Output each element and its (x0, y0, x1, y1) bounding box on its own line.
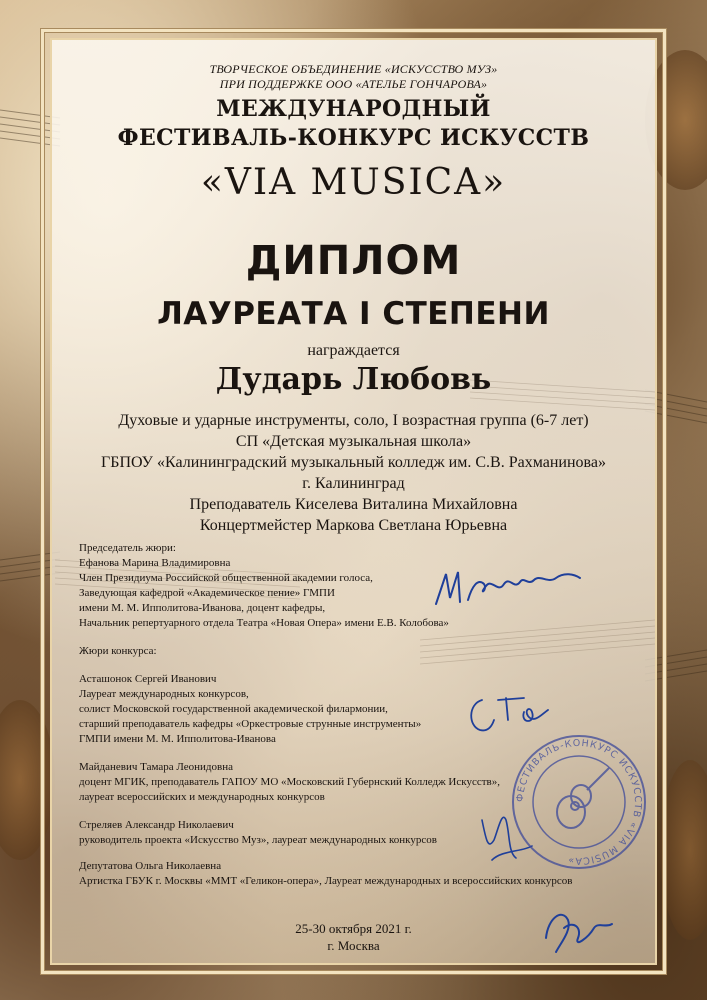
jury-chair-label: Председатель жюри: (79, 542, 176, 554)
jury-member-line: лауреат всероссийских и международных конкурсов (79, 791, 325, 803)
festival-stamp (509, 732, 649, 872)
diploma-title: ДИПЛОМ (245, 238, 462, 284)
detail-school: СП «Детская музыкальная школа» (235, 433, 472, 450)
jury-member-line: доцент МГИК, преподаватель ГАПОУ МО «Московский Губернский Колледж Искусств», (79, 776, 500, 788)
jury-member-line: старший преподаватель кафедры «Оркестровые струнные инструменты» (79, 718, 422, 730)
stamp-text: ФЕСТИВАЛЬ-КОНКУРС ИСКУССТВ «VIA MUSICA» (514, 737, 644, 867)
jury-member-name: Депутатова Ольга Николаевна (79, 860, 222, 872)
festival-name: «VIA MUSICA» (200, 162, 507, 203)
jury-member-line: солист Московской государственной академической филармонии, (79, 703, 388, 715)
jury-chair-line: имени М. М. Ипполитова-Иванова, доцент кафедры, (79, 602, 326, 614)
jury-members-label: Жюри конкурса: (79, 645, 157, 657)
jury-chair-name: Ефанова Марина Владимировна (79, 557, 231, 569)
jury-member-line: Лауреат международных конкурсов, (79, 688, 249, 700)
guitar-icon (557, 768, 609, 828)
detail-city: г. Калининград (302, 475, 405, 492)
event-date: 25-30 октября 2021 г. (295, 921, 412, 936)
jury-member-name: Асташонок Сергей Иванович (79, 673, 217, 685)
festival-title-line-2: ФЕСТИВАЛЬ-КОНКУРС ИСКУССТВ (117, 125, 590, 151)
detail-accompanist: Концертмейстер Маркова Светлана Юрьевна (199, 517, 508, 534)
chair-signature (428, 556, 588, 616)
jury-chair-line: Начальник репертуарного отдела Театра «Новая Опера» имени Е.В. Колобова» (79, 617, 449, 629)
detail-college: ГБПОУ «Калининградский музыкальный колледж им. С.В. Рахманинова» (101, 454, 606, 471)
festival-title-line-1: МЕЖДУНАРОДНЫЙ (216, 96, 491, 122)
jury-member-name: Майданевич Тамара Леонидовна (79, 761, 233, 773)
jury-chair-line: Член Президиума Российской общественной академии голоса, (79, 572, 373, 584)
event-city: г. Москва (327, 938, 380, 953)
detail-category: Духовые и ударные инструменты, соло, I возрастная группа (6-7 лет) (118, 412, 589, 429)
diploma-degree: ЛАУРЕАТА I СТЕПЕНИ (157, 296, 550, 332)
organizer-line-2: ПРИ ПОДДЕРЖКЕ ООО «АТЕЛЬЕ ГОНЧАРОВА» (219, 77, 488, 91)
jury-chair-line: Заведующая кафедрой «Академическое пение» ГМПИ (79, 587, 335, 599)
detail-teacher: Преподаватель Киселева Виталина Михайловна (189, 496, 518, 513)
jury-member-line: Артистка ГБУК г. Москвы «ММТ «Геликон-опера», Лауреат международных и всероссийских конкурсов (79, 875, 573, 887)
details-block (0, 410, 707, 536)
recipient-name: Дударь Любовь (215, 362, 492, 397)
awarded-label: награждается (307, 342, 400, 359)
svg-text:ФЕСТИВАЛЬ-КОНКУРС ИСКУССТВ «VI (515, 738, 643, 866)
jury-member-line: ГМПИ имени М. М. Ипполитова-Иванова (79, 733, 276, 745)
footer (0, 920, 707, 954)
jury-member-name: Стреляев Александр Николаевич (79, 819, 234, 831)
organizer-line-1: ТВОРЧЕСКОЕ ОБЪЕДИНЕНИЕ «ИСКУССТВО МУЗ» (209, 62, 498, 76)
jury-member-line: руководитель проекта «Искусство Муз», лауреат международных конкурсов (79, 834, 437, 846)
